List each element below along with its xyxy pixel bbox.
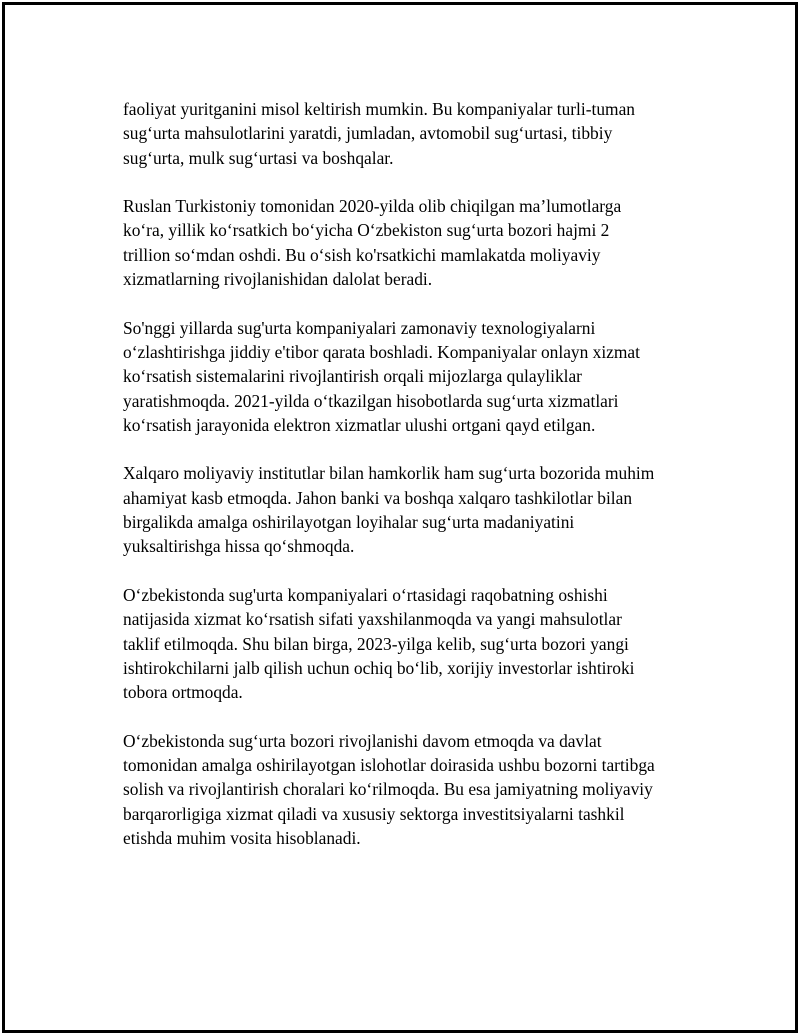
text-line: ko‘ra, yillik ko‘rsatkich bo‘yicha O‘zbekiston sug‘urta bozori hajmi 2	[123, 220, 610, 241]
text-line: So'nggi yillarda sug'urta kompaniyalari zamonaviy texnologiyalarni	[123, 317, 596, 338]
text-line: tomonidan amalga oshirilayotgan islohotlar doirasida ushbu bozorni tartibga	[123, 755, 655, 776]
text-line: taklif etilmoqda. Shu bilan birga, 2023-yilga kelib, sug‘urta bozori yangi	[123, 633, 629, 654]
paragraph-1	[123, 97, 693, 170]
text-line: natijasida xizmat ko‘rsatish sifati yaxshilanmoqda va yangi mahsulotlar	[123, 609, 622, 630]
paragraph-6	[123, 729, 693, 850]
text-line: tobora ortmoqda.	[123, 682, 243, 703]
text-line: birgalikda amalga oshirilayotgan loyihalar sug‘urta madaniyatini	[123, 512, 575, 533]
text-line: O‘zbekistonda sug‘urta bozori rivojlanishi davom etmoqda va davlat	[123, 730, 602, 751]
text-line: yaratishmoqda. 2021-yilda o‘tkazilgan hisobotlarda sug‘urta xizmatlari	[123, 390, 619, 411]
text-line: faoliyat yuritganini misol keltirish mumkin. Bu kompaniyalar turli-tuman	[123, 99, 635, 119]
text-line: Ruslan Turkistoniy tomonidan 2020-yilda olib chiqilgan ma’lumotlarga	[123, 196, 622, 217]
text-line: trillion so‘mdan oshdi. Bu o‘sish ko'rsatkichi mamlakatda moliyaviy	[123, 244, 601, 265]
text-line: barqarorligiga xizmat qiladi va xususiy sektorga investitsiyalarni tashkil	[123, 803, 625, 824]
text-line: xizmatlarning rivojlanishidan dalolat beradi.	[123, 269, 433, 290]
text-line: ahamiyat kasb etmoqda. Jahon banki va boshqa xalqaro tashkilotlar bilan	[123, 487, 633, 508]
paragraph-3	[123, 316, 693, 437]
text-line: o‘zlashtirishga jiddiy e'tibor qarata boshladi. Kompaniyalar onlayn xizmat	[123, 341, 640, 362]
text-line: Xalqaro moliyaviy institutlar bilan hamkorlik ham sug‘urta bozorida muhim	[123, 463, 655, 484]
text-line: etishda muhim vosita hisoblanadi.	[123, 827, 361, 848]
text-line: ko‘rsatish sistemalarini rivojlantirish orqali mijozlarga qulayliklar	[123, 366, 582, 387]
text-line: O‘zbekistonda sug'urta kompaniyalari o‘rtasidagi raqobatning oshishi	[123, 584, 608, 605]
paragraph-2	[123, 194, 693, 291]
text-line: yuksaltirishga hissa qo‘shmoqda.	[123, 536, 355, 557]
document-body	[123, 97, 693, 875]
text-line: ko‘rsatish jarayonida elektron xizmatlar ulushi ortgani qayd etilgan.	[123, 414, 596, 435]
text-line: sug‘urta, mulk sug‘urtasi va boshqalar.	[123, 147, 394, 168]
text-line: ishtirokchilarni jalb qilish uchun ochiq bo‘lib, xorijiy investorlar ishtiroki	[123, 657, 635, 678]
text-line: sug‘urta mahsulotlarini yaratdi, jumladan, avtomobil sug‘urtasi, tibbiy	[123, 123, 613, 144]
page-border	[2, 2, 798, 1033]
paragraph-4	[123, 461, 693, 558]
text-line: solish va rivojlantirish choralari ko‘rilmoqda. Bu esa jamiyatning moliyaviy	[123, 779, 653, 800]
paragraph-5	[123, 583, 693, 704]
